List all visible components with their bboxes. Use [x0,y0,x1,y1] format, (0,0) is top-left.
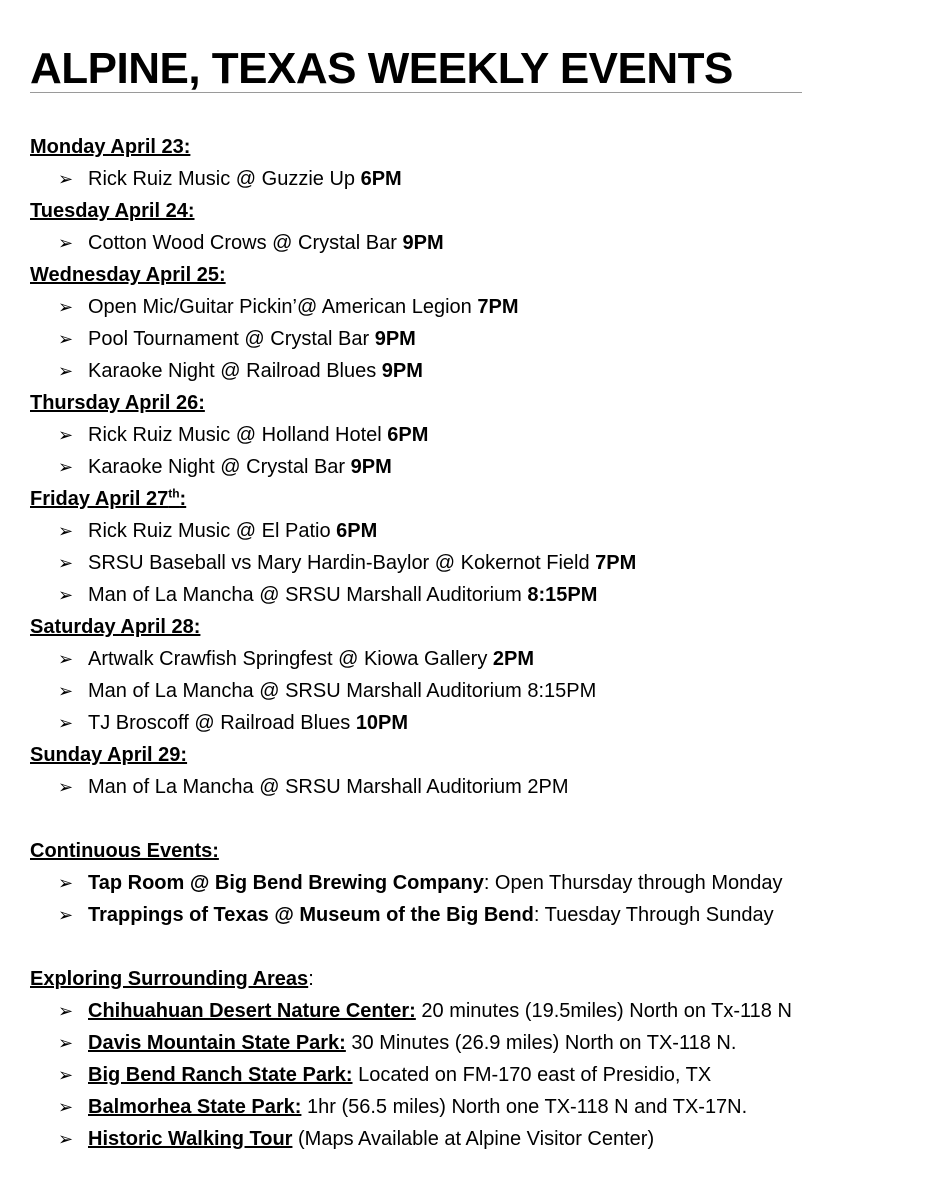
arrow-bullet-icon: ➢ [58,1033,74,1053]
event-text: Pool Tournament @ Crystal Bar [88,328,375,350]
day-heading-colon: : [179,488,187,510]
arrow-bullet-icon: ➢ [58,329,74,349]
event-time: 9PM [402,232,444,254]
event-time: 7PM [477,296,519,318]
place-name: Big Bend Ranch State Park: [88,1064,353,1086]
place-name: Davis Mountain State Park: [88,1032,346,1054]
list-item [30,547,935,579]
place-detail: (Maps Available at Alpine Visitor Center) [292,1128,655,1150]
event-text: Rick Ruiz Music @ Guzzie Up [88,168,361,190]
event-time: 6PM [360,168,402,190]
list-item [30,707,935,739]
list-item [30,515,935,547]
event-time: 6PM [387,424,429,446]
event-text: Karaoke Night @ Crystal Bar [88,456,351,478]
event-text: Man of La Mancha @ SRSU Marshall Auditorium 8:15PM [88,680,597,702]
arrow-bullet-icon: ➢ [58,361,74,381]
place-name: Historic Walking Tour [88,1128,293,1150]
list-item [30,163,935,195]
day-heading: Tuesday April 24: [30,200,195,222]
arrow-bullet-icon: ➢ [58,169,74,189]
place-name: Balmorhea State Park: [88,1096,302,1118]
section-spacer [30,803,935,835]
list-item [30,1059,935,1091]
event-text: Cotton Wood Crows @ Crystal Bar [88,232,403,254]
list-item [30,1027,935,1059]
place-detail: Located on FM-170 east of Presidio, TX [352,1064,712,1086]
list-item [30,995,935,1027]
event-time: 9PM [350,456,392,478]
event-time: 9PM [381,360,423,382]
list-item [30,899,935,931]
arrow-bullet-icon: ➢ [58,873,74,893]
arrow-bullet-icon: ➢ [58,1001,74,1021]
day-heading: Monday April 23: [30,136,191,158]
arrow-bullet-icon: ➢ [58,521,74,541]
list-item [30,323,935,355]
event-time: 6PM [336,520,378,542]
list-item [30,451,935,483]
arrow-bullet-icon: ➢ [58,1129,74,1149]
day-heading: Sunday April 29: [30,744,188,766]
arrow-bullet-icon: ➢ [58,649,74,669]
arrow-bullet-icon: ➢ [58,681,74,701]
list-item [30,291,935,323]
list-item [30,643,935,675]
day-heading-ordinal: th [168,486,180,501]
venue-detail: : Open Thursday through Monday [483,872,783,894]
title-underline [30,92,802,93]
day-heading: Saturday April 28: [30,616,201,638]
list-item [30,579,935,611]
arrow-bullet-icon: ➢ [58,1065,74,1085]
venue-name: Tap Room @ Big Bend Brewing Company [88,872,484,894]
place-name: Chihuahuan Desert Nature Center: [88,1000,416,1022]
event-text: Man of La Mancha @ SRSU Marshall Auditorium [88,584,528,606]
section-heading-exploring [30,963,935,995]
event-text: Karaoke Night @ Railroad Blues [88,360,382,382]
section-heading-colon: : [308,968,314,990]
list-item [30,227,935,259]
event-time: 10PM [355,712,409,734]
arrow-bullet-icon: ➢ [58,905,74,925]
day-heading: Thursday April 26: [30,392,205,414]
event-text: Artwalk Crawfish Springfest @ Kiowa Gallery [88,648,493,670]
list-item [30,1123,935,1155]
place-detail: 20 minutes (19.5miles) North on Tx-118 N [415,1000,792,1022]
arrow-bullet-icon: ➢ [58,457,74,477]
event-text: Rick Ruiz Music @ Holland Hotel [88,424,388,446]
section-heading-continuous: Continuous Events: [30,840,219,862]
event-time: 2PM [492,648,534,670]
arrow-bullet-icon: ➢ [58,553,74,573]
event-list [30,131,935,1155]
arrow-bullet-icon: ➢ [58,777,74,797]
arrow-bullet-icon: ➢ [58,1097,74,1117]
place-detail: 1hr (56.5 miles) North one TX-118 N and TX-17N. [301,1096,748,1118]
list-item [30,355,935,387]
page-title: ALPINE, TEXAS WEEKLY EVENTS [30,44,733,93]
event-text: Open Mic/Guitar Pickin’@ American Legion [88,296,478,318]
arrow-bullet-icon: ➢ [58,713,74,733]
section-spacer [30,931,935,963]
arrow-bullet-icon: ➢ [58,233,74,253]
arrow-bullet-icon: ➢ [58,297,74,317]
list-item [30,675,935,707]
event-time: 8:15PM [527,584,598,606]
day-heading-text: Friday April 27 [30,488,169,510]
event-time: 7PM [595,552,637,574]
day-heading [30,483,935,515]
event-time: 9PM [374,328,416,350]
section-heading-text: Exploring Surrounding Areas [30,968,309,990]
list-item [30,867,935,899]
list-item [30,771,935,803]
venue-name: Trappings of Texas @ Museum of the Big Bend [88,904,534,926]
place-detail: 30 Minutes (26.9 miles) North on TX-118 N. [345,1032,737,1054]
venue-detail: : Tuesday Through Sunday [533,904,774,926]
event-text: SRSU Baseball vs Mary Hardin-Baylor @ Kokernot Field [88,552,596,574]
event-text: Rick Ruiz Music @ El Patio [88,520,337,542]
arrow-bullet-icon: ➢ [58,425,74,445]
list-item [30,1091,935,1123]
arrow-bullet-icon: ➢ [58,585,74,605]
day-heading: Wednesday April 25: [30,264,226,286]
event-text: TJ Broscoff @ Railroad Blues [88,712,356,734]
list-item [30,419,935,451]
event-text: Man of La Mancha @ SRSU Marshall Auditorium 2PM [88,776,569,798]
